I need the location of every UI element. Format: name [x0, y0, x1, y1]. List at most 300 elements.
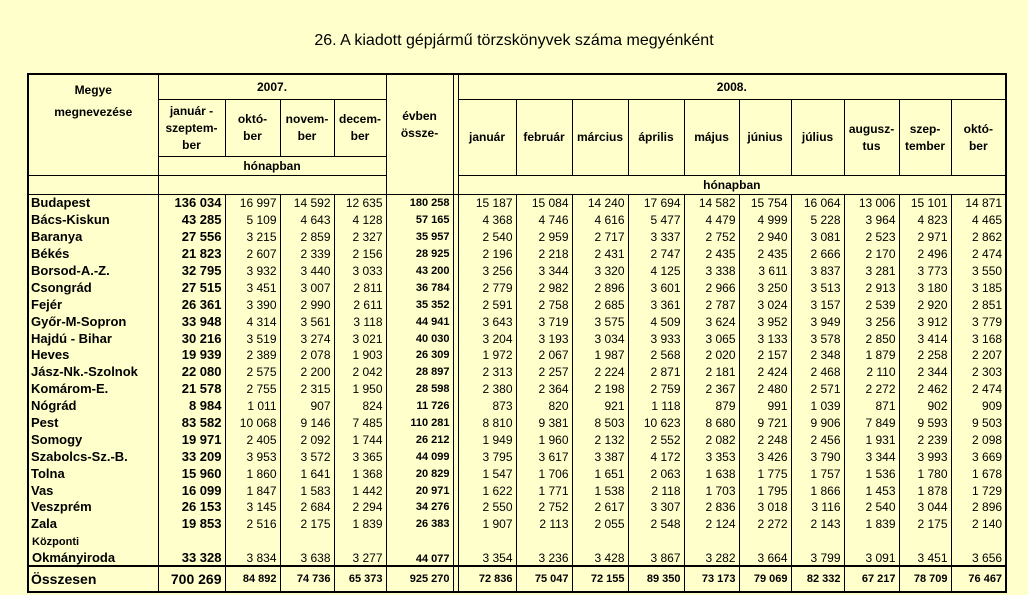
table-cell: 8 984: [158, 398, 225, 415]
table-cell: 3 572: [280, 448, 334, 465]
table-cell: 1 878: [899, 482, 951, 499]
table-cell: 1 011: [225, 398, 280, 415]
table-cell: 36 784: [386, 279, 453, 296]
table-cell: 3 440: [280, 263, 334, 280]
table-cell: 1 442: [334, 482, 386, 499]
table-cell: 2 851: [951, 296, 1006, 313]
table-cell: 14 871: [951, 195, 1006, 212]
table-cell: 67 217: [844, 566, 899, 592]
table-cell: 10 068: [225, 415, 280, 432]
table-row: [28, 347, 1006, 364]
col-header-line: ber: [297, 129, 317, 143]
table-cell: 8 680: [684, 415, 739, 432]
table-cell: 16 099: [158, 482, 225, 499]
table-cell: 1 368: [334, 465, 386, 482]
table-cell: 1 771: [516, 482, 572, 499]
table-cell: 26 383: [386, 516, 453, 533]
table-cell: 4 746: [516, 212, 572, 229]
table-cell: 1 039: [791, 398, 844, 415]
table-cell: 28 897: [386, 364, 453, 381]
table-cell: 9 721: [739, 415, 791, 432]
col-header-line: tember: [905, 138, 946, 153]
table-cell: 5 109: [225, 212, 280, 229]
table-cell: 2 468: [791, 364, 844, 381]
table-cell: 110 281: [386, 415, 453, 432]
table-cell: 2 224: [572, 364, 628, 381]
table-cell: 3 361: [628, 296, 684, 313]
county-name: Nógrád: [28, 398, 158, 415]
table-cell: 3 236: [516, 533, 572, 566]
county-name: Zala: [28, 516, 158, 533]
county-name: Szabolcs-Sz.-B.: [28, 448, 158, 465]
table-cell: 1 775: [739, 465, 791, 482]
county-name: Fejér: [28, 296, 158, 313]
table-cell: 73 173: [684, 566, 739, 592]
table-cell: 3 952: [739, 313, 791, 330]
table-cell: 13 006: [844, 195, 899, 212]
table-cell: 4 479: [684, 212, 739, 229]
table-cell: 78 709: [899, 566, 951, 592]
col-header-okt-2007: [225, 100, 280, 157]
table-cell: 3 021: [334, 330, 386, 347]
table-cell: 3 561: [280, 313, 334, 330]
table-cell: 2 132: [572, 431, 628, 448]
table-cell: 9 593: [899, 415, 951, 432]
okm-name-line1: Központi: [32, 535, 80, 548]
table-cell: 879: [684, 398, 739, 415]
table-cell: 921: [572, 398, 628, 415]
table-cell: 1 795: [739, 482, 791, 499]
table-cell: 3 277: [334, 533, 386, 566]
table-cell: 2 896: [951, 499, 1006, 516]
table-cell: 44 077: [386, 533, 453, 566]
table-row-total: [28, 566, 1006, 592]
table-cell: 2 367: [684, 381, 739, 398]
table-cell: 7 849: [844, 415, 899, 432]
table-cell: 2 982: [516, 279, 572, 296]
table-cell: 9 503: [951, 415, 1006, 432]
table-cell: 2 272: [739, 516, 791, 533]
table-cell: 3 353: [684, 448, 739, 465]
table-cell: 3 912: [899, 313, 951, 330]
table-cell: 1 879: [844, 347, 899, 364]
table-cell: 30 216: [158, 330, 225, 347]
table-cell: 2 456: [791, 431, 844, 448]
table-cell: 16 064: [791, 195, 844, 212]
table-cell: 4 368: [458, 212, 516, 229]
table-cell: 3 601: [628, 279, 684, 296]
table-cell: 3 519: [225, 330, 280, 347]
col-header-line: tus: [862, 138, 881, 153]
table-cell: 35 957: [386, 229, 453, 246]
table-cell: 2 666: [791, 246, 844, 263]
county-name: Budapest: [28, 195, 158, 212]
table-cell: 1 987: [572, 347, 628, 364]
table-cell: 27 556: [158, 229, 225, 246]
table-cell: 15 084: [516, 195, 572, 212]
table-cell: 3 550: [951, 263, 1006, 280]
table-cell: 4 125: [628, 263, 684, 280]
table-row: [28, 313, 1006, 330]
table-cell: 1 641: [280, 465, 334, 482]
table-cell: 20 829: [386, 465, 453, 482]
table-cell: 2 198: [572, 381, 628, 398]
table-cell: 180 258: [386, 195, 453, 212]
table-cell: 909: [951, 398, 1006, 415]
table-cell: 2 181: [684, 364, 739, 381]
county-name: Komárom-E.: [28, 381, 158, 398]
table-cell: 83 582: [158, 415, 225, 432]
table-cell: 2 364: [516, 381, 572, 398]
table-cell: 2 272: [844, 381, 899, 398]
table-cell: 4 314: [225, 313, 280, 330]
table-cell: 1 960: [516, 431, 572, 448]
col-header-line: június: [747, 130, 783, 144]
megye-header-line2: megnevezése: [54, 105, 133, 119]
table-cell: 89 350: [628, 566, 684, 592]
page-title: 26. A kiadott gépjármű törzskönyvek száma megyénként: [314, 32, 714, 49]
table-cell: 2 913: [844, 279, 899, 296]
table-cell: 1 757: [791, 465, 844, 482]
total-label: Összesen: [28, 566, 158, 592]
table-cell: 4 128: [334, 212, 386, 229]
table-row: [28, 482, 1006, 499]
table-cell: 3 617: [516, 448, 572, 465]
table-cell: 3 428: [572, 533, 628, 566]
county-name: Pest: [28, 415, 158, 432]
table-cell: 14 582: [684, 195, 739, 212]
table-cell: 2 207: [951, 347, 1006, 364]
table-cell: 2 258: [899, 347, 951, 364]
col-header-line: január -: [169, 103, 214, 118]
table-cell: 2 540: [844, 499, 899, 516]
year-2007-header: 2007.: [158, 74, 386, 100]
table-cell: 3 387: [572, 448, 628, 465]
table-cell: 2 685: [572, 296, 628, 313]
table-cell: 2 959: [516, 229, 572, 246]
table-cell: 3 018: [739, 499, 791, 516]
table-cell: 3 993: [899, 448, 951, 465]
table-cell: 3 338: [684, 263, 739, 280]
table-cell: 1 860: [225, 465, 280, 482]
table-cell: 2 990: [280, 296, 334, 313]
table-cell: 136 034: [158, 195, 225, 212]
table-cell: 2 248: [739, 431, 791, 448]
col-header-line: ber: [243, 129, 262, 143]
col-header-feb-2008: [516, 100, 572, 176]
table-row: [28, 229, 1006, 246]
county-name: Somogy: [28, 431, 158, 448]
col-header-line: szeptem-: [165, 120, 218, 135]
table-cell: 2 405: [225, 431, 280, 448]
table-cell: 79 069: [739, 566, 791, 592]
table-cell: 1 547: [458, 465, 516, 482]
col-header-maj-2008: [684, 100, 739, 176]
county-name: Baranya: [28, 229, 158, 246]
table-cell: 3 281: [844, 263, 899, 280]
table-row-okmanyiroda: [28, 533, 1006, 566]
table-cell: 1 972: [458, 347, 516, 364]
table-cell: 3 344: [516, 263, 572, 280]
table-cell: 925 270: [386, 566, 453, 592]
table-cell: 3 932: [225, 263, 280, 280]
table-cell: 11 726: [386, 398, 453, 415]
table-cell: 3 964: [844, 212, 899, 229]
table-cell: 3 168: [951, 330, 1006, 347]
table-cell: 3 949: [791, 313, 844, 330]
okm-name-line2: Okmányiroda: [32, 549, 116, 565]
table-cell: 2 380: [458, 381, 516, 398]
table-cell: 1 729: [951, 482, 1006, 499]
col-header-line: októ-: [963, 121, 993, 136]
table-cell: 35 352: [386, 296, 453, 313]
table-cell: 1 931: [844, 431, 899, 448]
table-cell: 57 165: [386, 212, 453, 229]
table-cell: 2 811: [334, 279, 386, 296]
table-cell: 15 187: [458, 195, 516, 212]
col-header-line: ber: [350, 129, 370, 143]
table-cell: 2 124: [684, 516, 739, 533]
table-cell: 3 044: [899, 499, 951, 516]
col-header-jan-2008: [458, 100, 516, 176]
spacer-cell: [28, 176, 158, 195]
table-cell: 2 424: [739, 364, 791, 381]
table-cell: 3 215: [225, 229, 280, 246]
table-cell: 2 175: [899, 516, 951, 533]
table-cell: 84 892: [225, 566, 280, 592]
county-name: Győr-M-Sopron: [28, 313, 158, 330]
table-cell: 3 193: [516, 330, 572, 347]
table-cell: 4 823: [899, 212, 951, 229]
table-cell: 4 616: [572, 212, 628, 229]
table-cell: 22 080: [158, 364, 225, 381]
table-cell: 2 042: [334, 364, 386, 381]
table-cell: 3 664: [739, 533, 791, 566]
unit-label-2008: hónapban: [458, 176, 1006, 195]
table-cell: 3 953: [225, 448, 280, 465]
table-cell: 2 113: [516, 516, 572, 533]
table-cell: 2 758: [516, 296, 572, 313]
table-cell: 3 799: [791, 533, 844, 566]
table-cell: 3 773: [899, 263, 951, 280]
table-cell: 2 568: [628, 347, 684, 364]
table-cell: 3 034: [572, 330, 628, 347]
table-cell: 1 622: [458, 482, 516, 499]
table-cell: 3 282: [684, 533, 739, 566]
data-table: [27, 73, 1007, 593]
table-cell: 2 859: [280, 229, 334, 246]
table-cell: 43 200: [386, 263, 453, 280]
table-cell: 5 477: [628, 212, 684, 229]
col-header-line: augusz-: [848, 121, 895, 136]
table-cell: 2 196: [458, 246, 516, 263]
spacer-cell: [386, 176, 453, 195]
table-cell: 3 624: [684, 313, 739, 330]
table-cell: 34 276: [386, 499, 453, 516]
table-row: [28, 381, 1006, 398]
table-cell: 3 065: [684, 330, 739, 347]
table-cell: 1 839: [334, 516, 386, 533]
table-cell: 2 759: [628, 381, 684, 398]
table-cell: 2 156: [334, 246, 386, 263]
megye-header: [28, 74, 158, 176]
table-body: [28, 195, 1006, 592]
table-cell: 2 552: [628, 431, 684, 448]
table-cell: 700 269: [158, 566, 225, 592]
col-header-nov-2007: [280, 100, 334, 157]
table-cell: 2 752: [516, 499, 572, 516]
table-cell: 2 940: [739, 229, 791, 246]
table-cell: 2 896: [572, 279, 628, 296]
table-cell: 72 836: [458, 566, 516, 592]
table-cell: 33 209: [158, 448, 225, 465]
evben-header: [386, 74, 453, 176]
table-cell: 3 414: [899, 330, 951, 347]
col-header-line: ber: [968, 138, 988, 153]
table-cell: 1 703: [684, 482, 739, 499]
table-cell: 2 344: [899, 364, 951, 381]
table-cell: 2 435: [684, 246, 739, 263]
table-cell: 1 118: [628, 398, 684, 415]
table-cell: 3 116: [791, 499, 844, 516]
table-cell: 3 091: [844, 533, 899, 566]
table-cell: 20 971: [386, 482, 453, 499]
table-cell: 3 669: [951, 448, 1006, 465]
table-cell: 3 513: [791, 279, 844, 296]
table-cell: 2 339: [280, 246, 334, 263]
table-cell: 1 678: [951, 465, 1006, 482]
table-row: [28, 499, 1006, 516]
table-cell: 15 101: [899, 195, 951, 212]
table-cell: 2 110: [844, 364, 899, 381]
table-cell: 3 337: [628, 229, 684, 246]
table-cell: 2 175: [280, 516, 334, 533]
table-cell: 76 467: [951, 566, 1006, 592]
table-cell: 2 684: [280, 499, 334, 516]
table-cell: 3 643: [458, 313, 516, 330]
table-cell: 2 747: [628, 246, 684, 263]
col-header-line: február: [523, 130, 565, 144]
table-cell: 72 155: [572, 566, 628, 592]
table-cell: 2 020: [684, 347, 739, 364]
table-cell: 2 218: [516, 246, 572, 263]
table-cell: 1 847: [225, 482, 280, 499]
table-cell: 2 474: [951, 246, 1006, 263]
col-header-okt-2008: [951, 100, 1006, 176]
table-cell: 44 941: [386, 313, 453, 330]
table-row: [28, 431, 1006, 448]
table-cell: 14 592: [280, 195, 334, 212]
table-cell: 2 591: [458, 296, 516, 313]
table-row: [28, 330, 1006, 347]
table-cell: 3 344: [844, 448, 899, 465]
table-cell: 1 780: [899, 465, 951, 482]
col-header-jul-2008: [791, 100, 844, 176]
table-cell: 7 485: [334, 415, 386, 432]
table-cell: 75 047: [516, 566, 572, 592]
table-cell: 2 862: [951, 229, 1006, 246]
table-cell: 44 099: [386, 448, 453, 465]
table-cell: 1 536: [844, 465, 899, 482]
table-cell: 1 583: [280, 482, 334, 499]
table-cell: 2 607: [225, 246, 280, 263]
table-cell: 907: [280, 398, 334, 415]
table-cell: 26 361: [158, 296, 225, 313]
table-cell: 3 185: [951, 279, 1006, 296]
table-cell: 2 431: [572, 246, 628, 263]
table-cell: 3 837: [791, 263, 844, 280]
table-row: [28, 465, 1006, 482]
table-cell: 1 839: [844, 516, 899, 533]
table-cell: 3 834: [225, 533, 280, 566]
table-cell: 9 381: [516, 415, 572, 432]
table-cell: 2 539: [844, 296, 899, 313]
table-cell: 3 274: [280, 330, 334, 347]
col-header-szep-2008: [899, 100, 951, 176]
county-name: Békés: [28, 246, 158, 263]
col-header-apr-2008: [628, 100, 684, 176]
table-cell: 991: [739, 398, 791, 415]
table-cell: 27 515: [158, 279, 225, 296]
table-cell: 4 172: [628, 448, 684, 465]
table-cell: 824: [334, 398, 386, 415]
table-cell: 2 496: [899, 246, 951, 263]
table-cell: 2 143: [791, 516, 844, 533]
table-cell: 2 516: [225, 516, 280, 533]
table-cell: 19 939: [158, 347, 225, 364]
table-cell: 3 118: [334, 313, 386, 330]
table-cell: 3 578: [791, 330, 844, 347]
table-cell: 2 550: [458, 499, 516, 516]
table-cell: 26 153: [158, 499, 225, 516]
table-cell: 2 755: [225, 381, 280, 398]
table-cell: 3 611: [739, 263, 791, 280]
table-row: [28, 279, 1006, 296]
table-cell: 2 575: [225, 364, 280, 381]
table-cell: 3 033: [334, 263, 386, 280]
table-row: [28, 296, 1006, 313]
table-cell: 3 133: [739, 330, 791, 347]
col-header-line: októ-: [237, 112, 268, 126]
table-cell: 3 256: [458, 263, 516, 280]
table-cell: 3 365: [334, 448, 386, 465]
county-name: Borsod-A.-Z.: [28, 263, 158, 280]
table-cell: 820: [516, 398, 572, 415]
table-cell: 12 635: [334, 195, 386, 212]
table-cell: 3 204: [458, 330, 516, 347]
table-cell: 2 540: [458, 229, 516, 246]
table-cell: 4 643: [280, 212, 334, 229]
table-cell: 15 960: [158, 465, 225, 482]
table-cell: 2 140: [951, 516, 1006, 533]
table-cell: 2 617: [572, 499, 628, 516]
table-cell: 43 285: [158, 212, 225, 229]
col-header-line: szep-: [909, 121, 941, 136]
table-cell: 3 451: [899, 533, 951, 566]
table-row: [28, 195, 1006, 212]
table-cell: 19 853: [158, 516, 225, 533]
table-cell: 3 180: [899, 279, 951, 296]
table-cell: 2 063: [628, 465, 684, 482]
table-row: [28, 516, 1006, 533]
table-cell: 2 170: [844, 246, 899, 263]
table-cell: 1 949: [458, 431, 516, 448]
table-cell: 2 462: [899, 381, 951, 398]
table-cell: 2 313: [458, 364, 516, 381]
table-cell: 2 548: [628, 516, 684, 533]
table-cell: 8 503: [572, 415, 628, 432]
col-header-mar-2008: [572, 100, 628, 176]
